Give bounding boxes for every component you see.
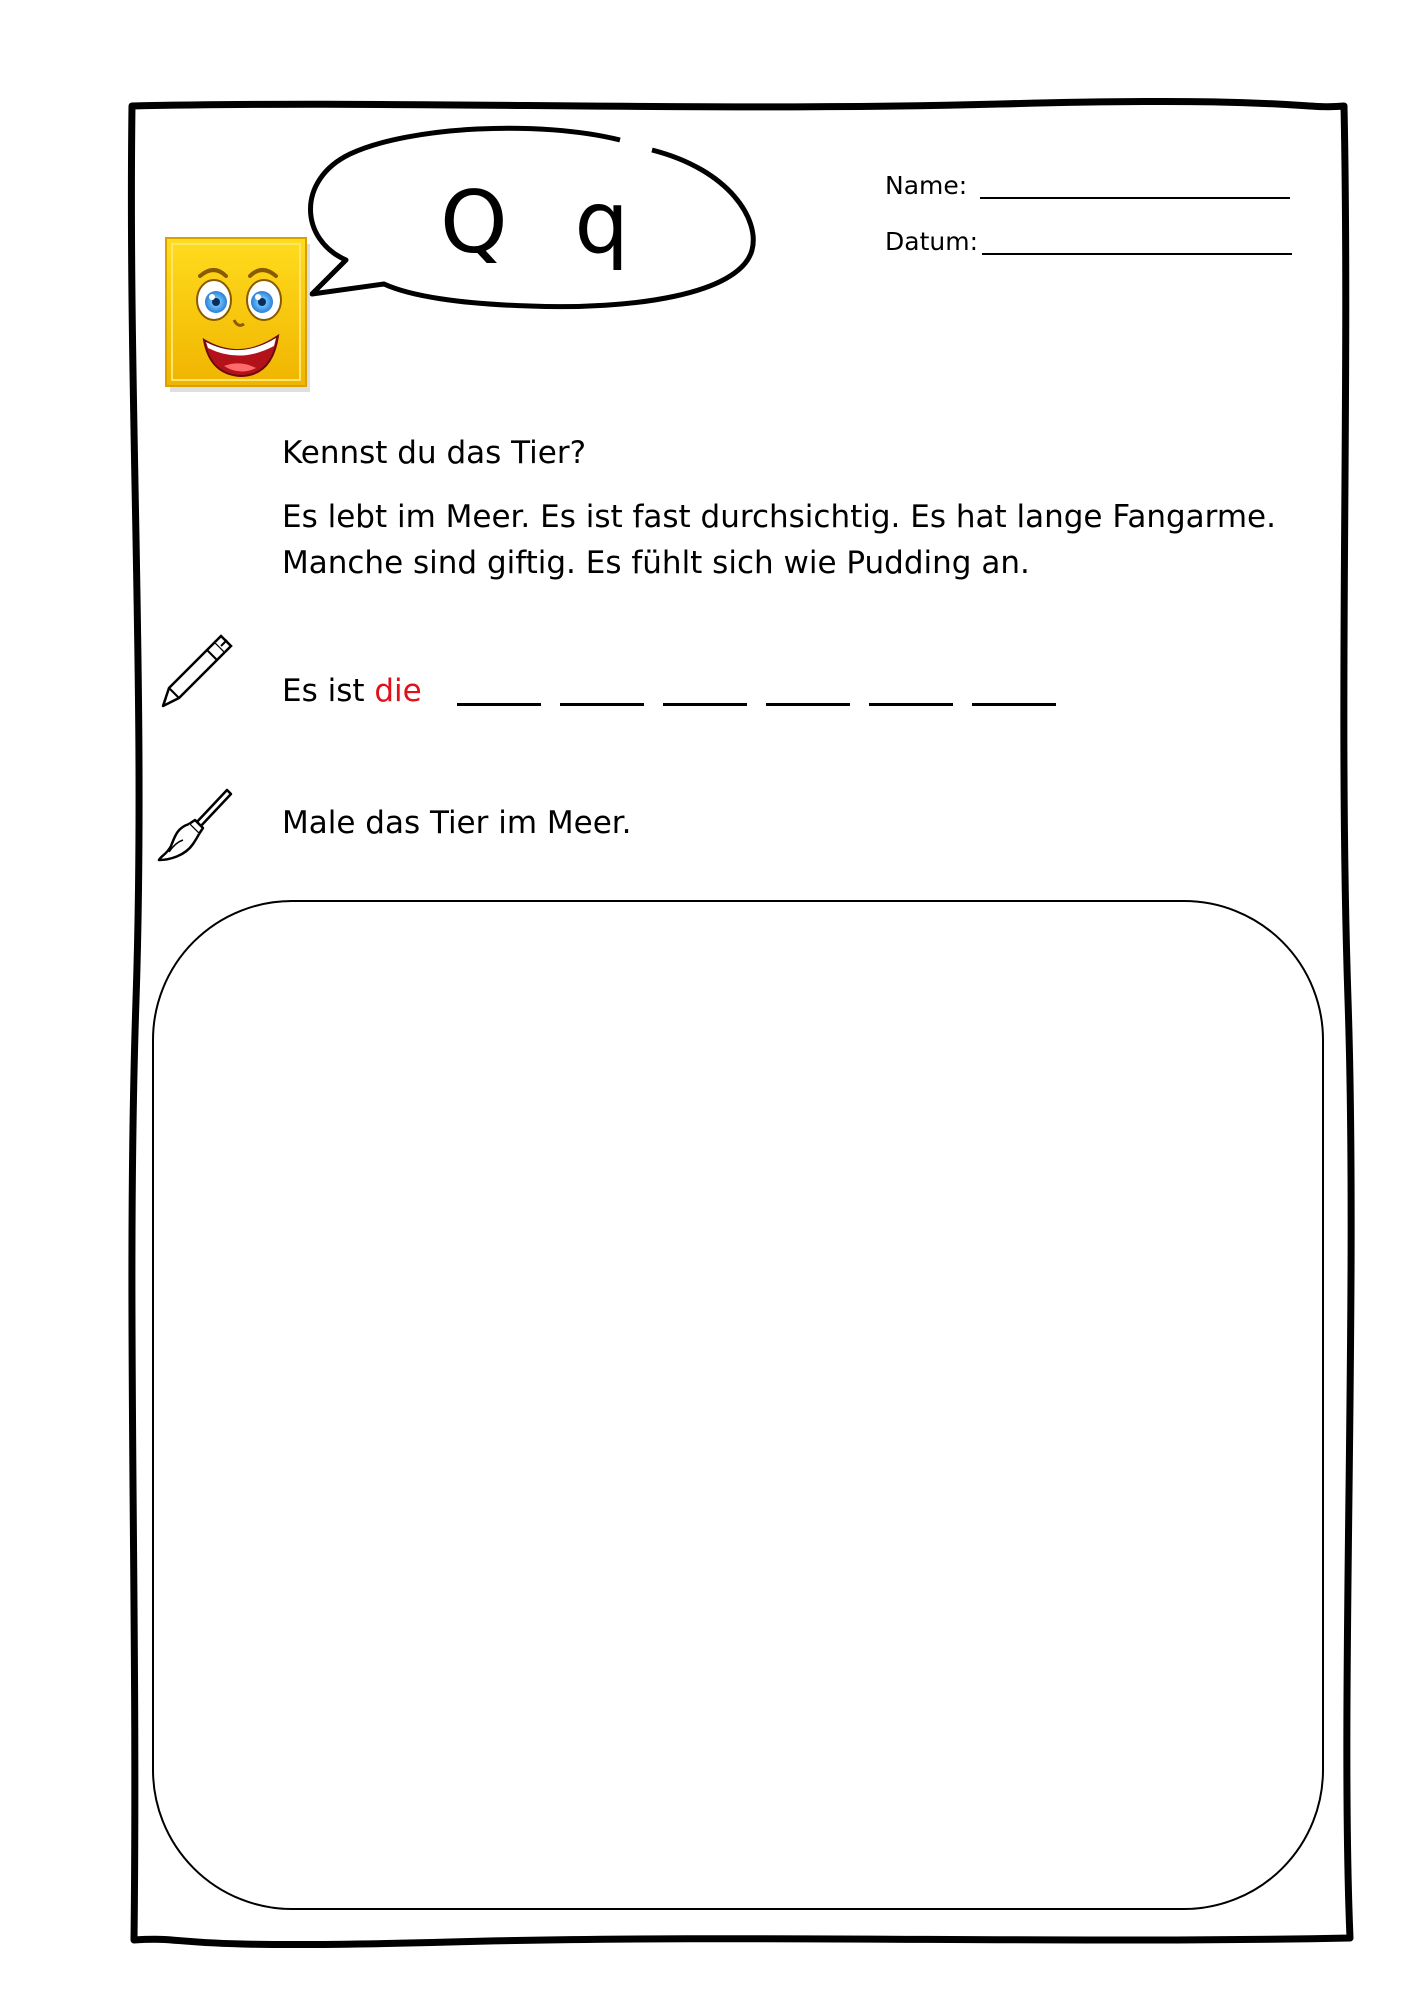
name-label: Name: xyxy=(885,171,968,200)
letter-heading: Q q xyxy=(440,173,633,273)
brush-icon xyxy=(155,784,235,864)
answer-blank[interactable] xyxy=(560,703,644,706)
description-line-1: Es lebt im Meer. Es ist fast durchsichtig. Es hat lange Fangarme. xyxy=(282,499,1276,535)
smiley-face-icon xyxy=(164,236,314,396)
question-text: Kennst du das Tier? xyxy=(282,435,587,471)
drawing-area[interactable] xyxy=(152,900,1324,1910)
name-line[interactable] xyxy=(980,197,1290,199)
draw-instruction: Male das Tier im Meer. xyxy=(282,805,632,841)
date-line[interactable] xyxy=(982,253,1292,255)
answer-prefix xyxy=(282,668,422,714)
answer-blank[interactable] xyxy=(663,703,747,706)
description-line-2: Manche sind giftig. Es fühlt sich wie Pudding an. xyxy=(282,545,1030,581)
answer-prefix-text: Es ist xyxy=(282,673,365,709)
answer-article: die xyxy=(374,673,422,709)
answer-blank[interactable] xyxy=(972,703,1056,706)
pen-icon xyxy=(155,632,235,712)
answer-blank[interactable] xyxy=(457,703,541,706)
answer-blank[interactable] xyxy=(766,703,850,706)
answer-blank[interactable] xyxy=(869,703,953,706)
date-label: Datum: xyxy=(885,227,978,256)
